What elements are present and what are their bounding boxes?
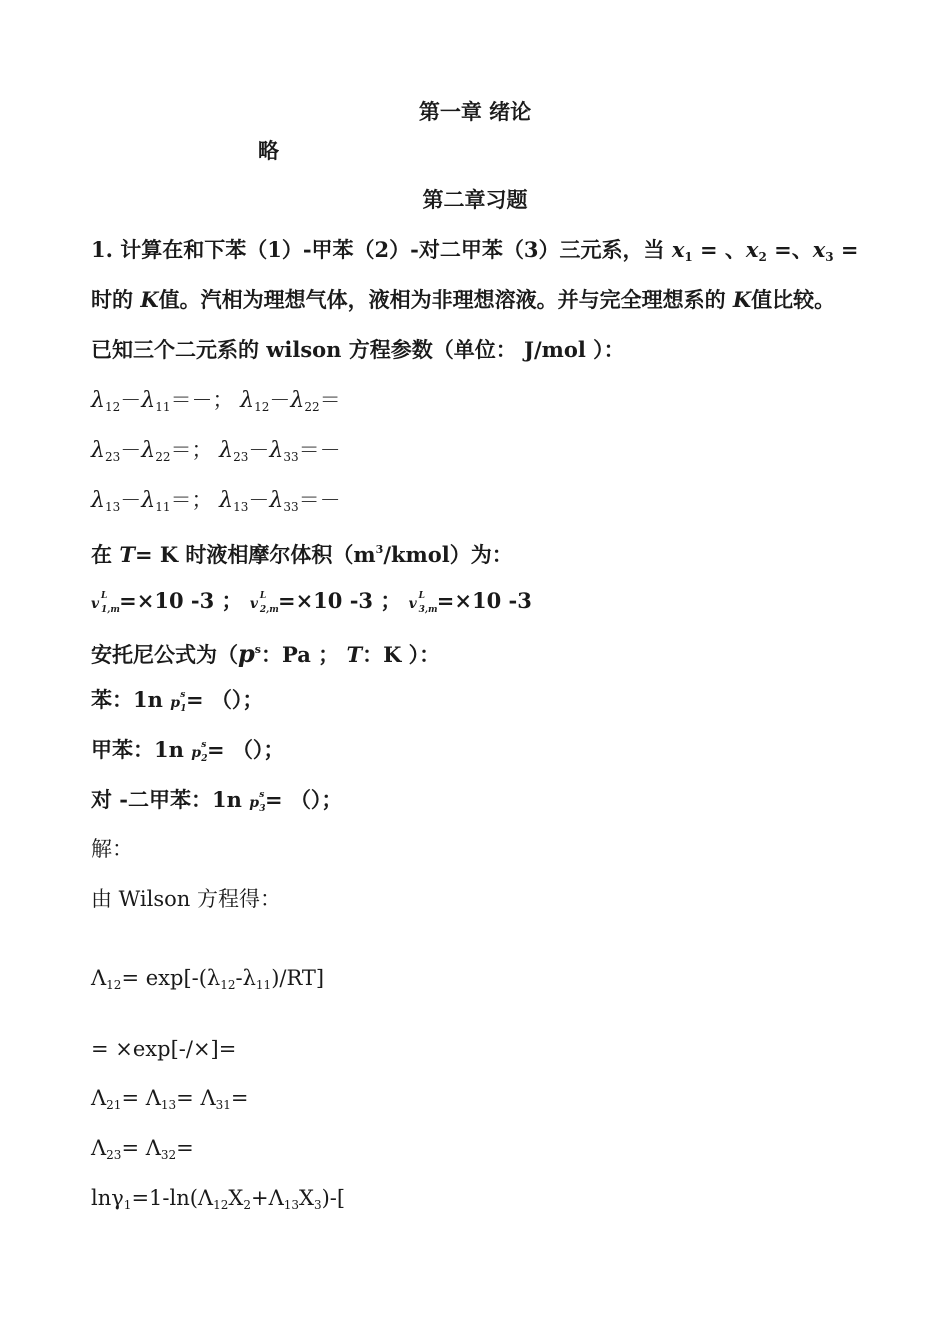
solution-label: 解：: [91, 837, 133, 861]
antoine-benzene: 苯：1n p s 1 = （）；: [91, 687, 264, 714]
lambda-21-13-31: $\Lambda_{21}= \Lambda_{13}= \Lambda_{31}=$: [91, 1086, 249, 1112]
question-1-line-1: 1. 计算在和下苯（1）-甲苯（2）-对二甲苯（3）三元系，当 $x_1$ = 、$x_2$ =、$x_3$ =: [91, 237, 859, 264]
question-1-line-3: 已知三个二元系的 wilson 方程参数（单位： J/mol ）：: [91, 337, 625, 362]
wilson-intro: 由 Wilson 方程得：: [91, 887, 281, 911]
molar-volume-intro: 在 T= K 时液相摩尔体积$(m^3/kmol)$为：: [91, 542, 513, 567]
antoine-intro: 安托尼公式为（$p^s$：Pa ； T：K ）：: [91, 639, 441, 668]
lambda-12-equation: $\Lambda_{12}= \exp[-(\lambda_{12}-\lambda_{11})/RT]$: [91, 966, 325, 992]
wilson-param-row-1: $\lambda_{12}-\lambda_{11}=-$； $\lambda_{12}-\lambda_{22}=$: [91, 388, 341, 414]
wilson-param-row-2: $\lambda_{23}-\lambda_{22}=$； $\lambda_{23}-\lambda_{33}=-$: [91, 438, 341, 464]
molar-volume-values: v L 1,m =×10 -3 ； v L 2,m =×10 -3 ； v L 3,m =×10 -3: [91, 587, 532, 618]
chapter-1-title: 第一章 绪论: [418, 99, 532, 124]
ln-gamma-1-equation: $\ln\gamma_1=1-\ln(\Lambda_{12}X_2+\Lambda_{13}X_3)-$[: [91, 1186, 346, 1212]
lambda-23-32: $\Lambda_{23}= \Lambda_{32}=$: [91, 1136, 194, 1162]
wilson-param-row-3: $\lambda_{13}-\lambda_{11}=$； $\lambda_{13}-\lambda_{33}=-$: [91, 488, 341, 514]
v2-symbol: v L 2,m: [249, 591, 279, 615]
question-1-line-2: 时的 K值。汽相为理想气体，液相为非理想溶液。并与完全理想系的 K值比较。: [91, 287, 836, 312]
chapter-1-body: 略: [258, 138, 279, 163]
v3-symbol: v L 3,m: [408, 591, 438, 615]
antoine-toluene: 甲苯：1n p s 2 = （）；: [91, 737, 285, 764]
antoine-xylene: 对 -二甲苯：1n p s 3 = （）；: [91, 787, 343, 814]
chapter-2-title: 第二章习题: [422, 187, 528, 212]
lambda-12-evaluation: = ×exp[-/×]=: [91, 1037, 237, 1061]
v1-symbol: v L 1,m: [91, 591, 120, 615]
